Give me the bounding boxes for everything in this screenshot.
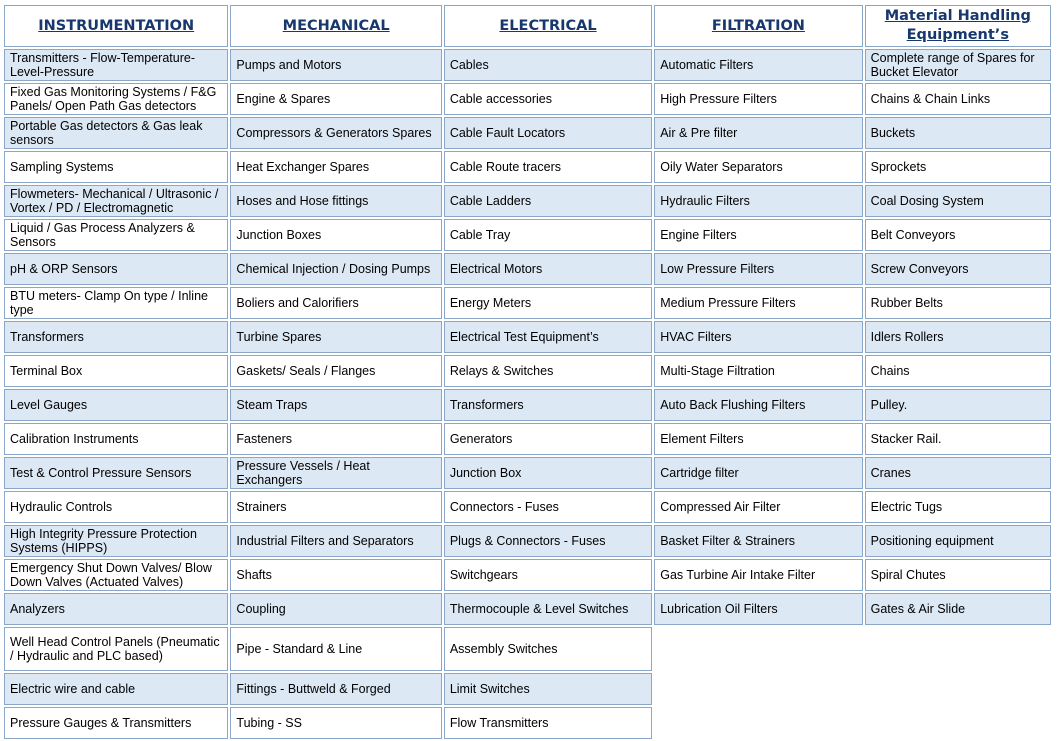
table-cell: Electric Tugs: [865, 491, 1051, 523]
table-cell: Junction Box: [444, 457, 652, 489]
table-cell: Automatic Filters: [654, 49, 862, 81]
table-cell: High Integrity Pressure Protection Systems (HIPPS): [4, 525, 228, 557]
table-cell: Liquid / Gas Process Analyzers & Sensors: [4, 219, 228, 251]
table-cell: Shafts: [230, 559, 441, 591]
header-instrumentation: INSTRUMENTATION: [4, 5, 228, 47]
table-cell: Chains & Chain Links: [865, 83, 1051, 115]
table-cell: Lubrication Oil Filters: [654, 593, 862, 625]
table-cell: Engine & Spares: [230, 83, 441, 115]
table-cell: Plugs & Connectors - Fuses: [444, 525, 652, 557]
header-electrical: ELECTRICAL: [444, 5, 652, 47]
table-cell: Industrial Filters and Separators: [230, 525, 441, 557]
table-cell: Flowmeters- Mechanical / Ultrasonic / Vortex / PD / Electromagnetic: [4, 185, 228, 217]
table-cell: Flow Transmitters: [444, 707, 652, 739]
table-cell: Relays & Switches: [444, 355, 652, 387]
table-cell: Cartridge filter: [654, 457, 862, 489]
table-cell: Electric wire and cable: [4, 673, 228, 705]
table-row: [4, 321, 1051, 353]
table-cell: Limit Switches: [444, 673, 652, 705]
table-cell: Screw Conveyors: [865, 253, 1051, 285]
header-filtration: FILTRATION: [654, 5, 862, 47]
empty-cell: [654, 627, 1051, 671]
table-cell: Transmitters - Flow-Temperature-Level-Pressure: [4, 49, 228, 81]
table-cell: Pulley.: [865, 389, 1051, 421]
table-cell: Oily Water Separators: [654, 151, 862, 183]
table-cell: Electrical Test Equipment’s: [444, 321, 652, 353]
table-cell: BTU meters- Clamp On type / Inline type: [4, 287, 228, 319]
table-cell: Hydraulic Controls: [4, 491, 228, 523]
table-cell: Test & Control Pressure Sensors: [4, 457, 228, 489]
header-material-handling: Material Handling Equipment’s: [865, 5, 1051, 47]
table-cell: Pumps and Motors: [230, 49, 441, 81]
table-cell: HVAC Filters: [654, 321, 862, 353]
table-cell: Sprockets: [865, 151, 1051, 183]
table-cell: Air & Pre filter: [654, 117, 862, 149]
empty-cell: [654, 673, 1051, 705]
header-mechanical: MECHANICAL: [230, 5, 441, 47]
table-row: [4, 83, 1051, 115]
table-cell: Rubber Belts: [865, 287, 1051, 319]
table-row: [4, 117, 1051, 149]
table-cell: Steam Traps: [230, 389, 441, 421]
table-cell: Cables: [444, 49, 652, 81]
table-cell: Fittings - Buttweld & Forged: [230, 673, 441, 705]
table-cell: Pressure Vessels / Heat Exchangers: [230, 457, 441, 489]
table-cell: Cable Tray: [444, 219, 652, 251]
table-cell: Low Pressure Filters: [654, 253, 862, 285]
table-cell: Coupling: [230, 593, 441, 625]
table-row: [4, 627, 1051, 671]
table-cell: Gates & Air Slide: [865, 593, 1051, 625]
table-cell: Element Filters: [654, 423, 862, 455]
table-cell: Energy Meters: [444, 287, 652, 319]
table-cell: Transformers: [444, 389, 652, 421]
table-cell: Electrical Motors: [444, 253, 652, 285]
table-cell: Tubing - SS: [230, 707, 441, 739]
table-cell: Heat Exchanger Spares: [230, 151, 441, 183]
table-cell: Thermocouple & Level Switches: [444, 593, 652, 625]
table-cell: Calibration Instruments: [4, 423, 228, 455]
table-cell: Buckets: [865, 117, 1051, 149]
table-row: [4, 491, 1051, 523]
table-cell: Gaskets/ Seals / Flanges: [230, 355, 441, 387]
table-cell: Cable accessories: [444, 83, 652, 115]
table-cell: Auto Back Flushing Filters: [654, 389, 862, 421]
table-cell: pH & ORP Sensors: [4, 253, 228, 285]
table-row: [4, 423, 1051, 455]
table-cell: Compressors & Generators Spares: [230, 117, 441, 149]
table-cell: Belt Conveyors: [865, 219, 1051, 251]
table-cell: Turbine Spares: [230, 321, 441, 353]
table-cell: Analyzers: [4, 593, 228, 625]
table-cell: Compressed Air Filter: [654, 491, 862, 523]
table-cell: Level Gauges: [4, 389, 228, 421]
table-cell: Sampling Systems: [4, 151, 228, 183]
empty-cell: [654, 707, 1051, 739]
table-cell: Pipe - Standard & Line: [230, 627, 441, 671]
table-cell: Well Head Control Panels (Pneumatic / Hydraulic and PLC based): [4, 627, 228, 671]
table-row: [4, 593, 1051, 625]
table-row: [4, 559, 1051, 591]
table-cell: Junction Boxes: [230, 219, 441, 251]
table-cell: Cable Route tracers: [444, 151, 652, 183]
table-cell: Coal Dosing System: [865, 185, 1051, 217]
table-cell: Chains: [865, 355, 1051, 387]
table-cell: Hoses and Hose fittings: [230, 185, 441, 217]
table-cell: Complete range of Spares for Bucket Elevator: [865, 49, 1051, 81]
table-cell: Transformers: [4, 321, 228, 353]
table-cell: Fixed Gas Monitoring Systems / F&G Panels/ Open Path Gas detectors: [4, 83, 228, 115]
table-cell: Emergency Shut Down Valves/ Blow Down Valves (Actuated Valves): [4, 559, 228, 591]
table-cell: Positioning equipment: [865, 525, 1051, 557]
table-cell: Chemical Injection / Dosing Pumps: [230, 253, 441, 285]
table-row: [4, 457, 1051, 489]
table-cell: Gas Turbine Air Intake Filter: [654, 559, 862, 591]
table-row: [4, 151, 1051, 183]
table-cell: Portable Gas detectors & Gas leak sensors: [4, 117, 228, 149]
table-cell: Connectors - Fuses: [444, 491, 652, 523]
table-row: [4, 673, 1051, 705]
table-row: [4, 287, 1051, 319]
table-row: [4, 389, 1051, 421]
table-cell: Stacker Rail.: [865, 423, 1051, 455]
table-cell: Switchgears: [444, 559, 652, 591]
table-row: [4, 253, 1051, 285]
table-cell: Medium Pressure Filters: [654, 287, 862, 319]
header-row: [4, 5, 1051, 47]
table-row: [4, 355, 1051, 387]
table-cell: Hydraulic Filters: [654, 185, 862, 217]
product-category-table: [2, 3, 1053, 741]
table-cell: High Pressure Filters: [654, 83, 862, 115]
table-cell: Generators: [444, 423, 652, 455]
table-cell: Cable Fault Locators: [444, 117, 652, 149]
table-row: [4, 185, 1051, 217]
table-cell: Spiral Chutes: [865, 559, 1051, 591]
table-row: [4, 219, 1051, 251]
table-row: [4, 525, 1051, 557]
table-cell: Strainers: [230, 491, 441, 523]
table-row: [4, 707, 1051, 739]
table-cell: Pressure Gauges & Transmitters: [4, 707, 228, 739]
table-cell: Idlers Rollers: [865, 321, 1051, 353]
table-cell: Multi-Stage Filtration: [654, 355, 862, 387]
table-row: [4, 49, 1051, 81]
table-cell: Assembly Switches: [444, 627, 652, 671]
table-cell: Boliers and Calorifiers: [230, 287, 441, 319]
table-cell: Terminal Box: [4, 355, 228, 387]
table-cell: Cranes: [865, 457, 1051, 489]
table-cell: Engine Filters: [654, 219, 862, 251]
table-cell: Cable Ladders: [444, 185, 652, 217]
table-cell: Basket Filter & Strainers: [654, 525, 862, 557]
table-cell: Fasteners: [230, 423, 441, 455]
